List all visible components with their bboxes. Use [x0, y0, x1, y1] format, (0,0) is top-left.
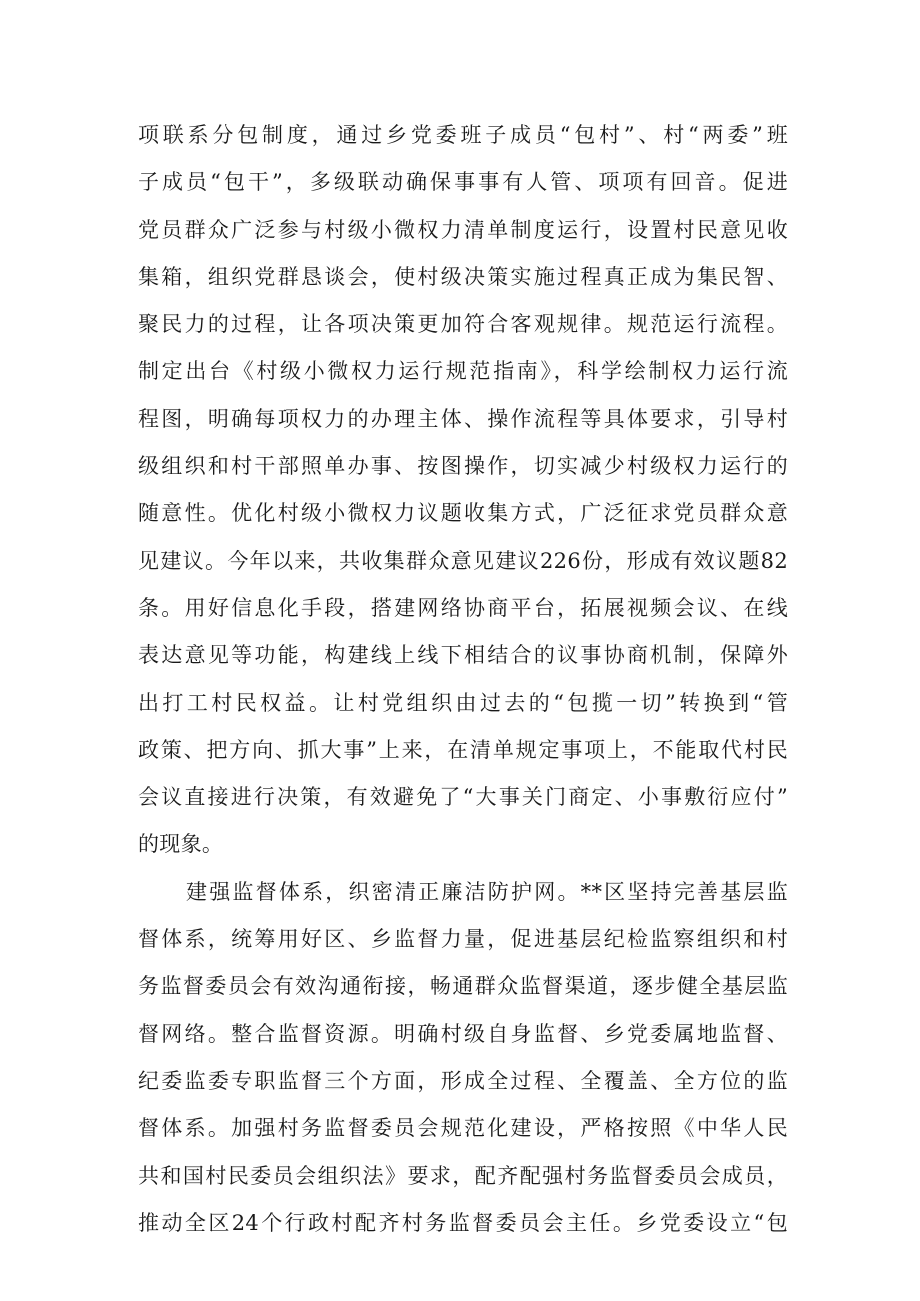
text-line: 项联系分包制度，通过乡党委班子成员“包村”、村“两委”班 — [138, 123, 788, 147]
paragraph-1 — [138, 112, 788, 869]
text-line: 推动全区24个行政村配齐村务监督委员会主任。乡党委设立“包 — [138, 1210, 788, 1235]
text-line: 纪委监委专职监督三个方面，形成全过程、全覆盖、全方位的监 — [138, 1068, 788, 1093]
text-line: 程图，明确每项权力的办理主体、操作流程等具体要求，引导村 — [138, 406, 788, 431]
text-line: 的现象。 — [138, 832, 224, 857]
text-line: 督网络。整合监督资源。明确村级自身监督、乡党委属地监督、 — [138, 1021, 788, 1046]
text-line: 随意性。优化村级小微权力议题收集方式，广泛征求党员群众意 — [138, 501, 788, 526]
document-body — [138, 112, 788, 1247]
text-line: 表达意见等功能，构建线上线下相结合的议事协商机制，保障外 — [138, 643, 788, 668]
text-line: 条。用好信息化手段，搭建网络协商平台，拓展视频会议、在线 — [138, 595, 788, 620]
text-line: 共和国村民委员会组织法》要求，配齐配强村务监督委员会成员， — [138, 1163, 788, 1188]
text-line: 见建议。今年以来，共收集群众意见建议226份，形成有效议题82 — [138, 548, 788, 573]
text-line: 务监督委员会有效沟通衔接，畅通群众监督渠道，逐步健全基层监 — [138, 974, 788, 999]
paragraph-2 — [138, 869, 788, 1247]
text-line: 集箱，组织党群恳谈会，使村级决策实施过程真正成为集民智、 — [138, 264, 788, 289]
text-line: 党员群众广泛参与村级小微权力清单制度运行，设置村民意见收 — [138, 217, 788, 242]
text-line: 督体系。加强村务监督委员会规范化建设，严格按照《中华人民 — [138, 1116, 788, 1141]
text-line: 建强监督体系，织密清正廉洁防护网。**区坚持完善基层监 — [186, 879, 788, 904]
text-line: 出打工村民权益。让村党组织由过去的“包揽一切”转换到“管 — [138, 690, 788, 715]
text-line: 级组织和村干部照单办事、按图操作，切实减少村级权力运行的 — [138, 454, 788, 479]
text-line: 会议直接进行决策，有效避免了“大事关门商定、小事敷衍应付” — [138, 785, 788, 810]
text-line: 政策、把方向、抓大事”上来，在清单规定事项上，不能取代村民 — [138, 737, 788, 762]
text-line: 子成员“包干”，多级联动确保事事有人管、项项有回音。促进 — [138, 170, 788, 195]
text-line: 制定出台《村级小微权力运行规范指南》，科学绘制权力运行流 — [138, 359, 788, 384]
text-line: 聚民力的过程，让各项决策更加符合客观规律。规范运行流程。 — [138, 312, 788, 337]
text-line: 督体系，统筹用好区、乡监督力量，促进基层纪检监察组织和村 — [138, 927, 788, 952]
